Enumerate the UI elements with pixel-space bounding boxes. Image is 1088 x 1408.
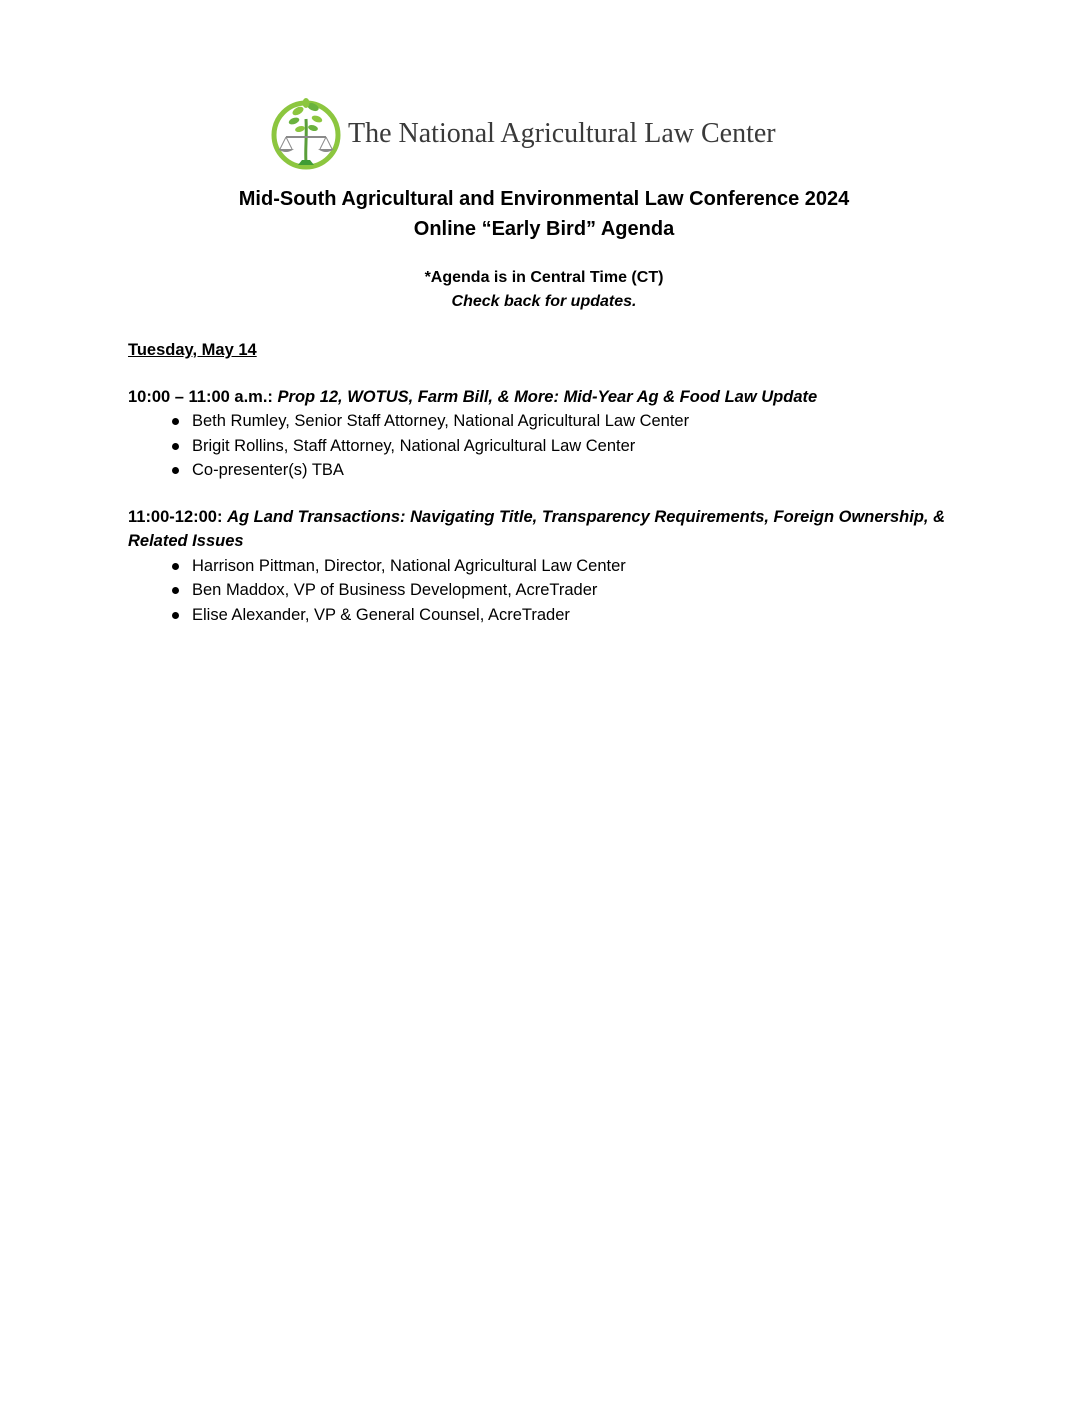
session-time: 10:00 – 11:00 a.m.: — [128, 387, 273, 406]
session-topic: Ag Land Transactions: Navigating Title, Transparency Requirements, Foreign Ownership, & Related Issues — [128, 507, 945, 550]
session — [128, 385, 968, 483]
bullet-icon — [172, 467, 179, 474]
speaker-text: Harrison Pittman, Director, National Agricultural Law Center — [192, 556, 626, 575]
speaker-item — [128, 458, 968, 483]
speaker-item — [128, 409, 968, 434]
bullet-icon — [172, 563, 179, 570]
bullet-icon — [172, 418, 179, 425]
agenda-content — [128, 338, 968, 649]
speaker-item — [128, 603, 968, 628]
updates-note: Check back for updates. — [451, 293, 637, 310]
speaker-text: Brigit Rollins, Staff Attorney, National Agricultural Law Center — [192, 436, 636, 455]
document-title — [0, 184, 1088, 244]
speaker-text: Co-presenter(s) TBA — [192, 461, 344, 479]
agenda-note — [0, 266, 1088, 314]
speaker-list — [128, 554, 968, 628]
speaker-item — [128, 434, 968, 459]
agenda-subtitle: Online “Early Bird” Agenda — [413, 218, 675, 240]
day-heading: Tuesday, May 14 — [128, 341, 257, 359]
session — [128, 505, 968, 628]
session-time: 11:00-12:00: — [128, 507, 223, 526]
speaker-text: Elise Alexander, VP & General Counsel, AcreTrader — [192, 605, 570, 624]
logo — [270, 97, 776, 171]
speaker-text: Ben Maddox, VP of Business Development, AcreTrader — [192, 581, 598, 599]
org-name: The National Agricultural Law Center — [348, 118, 776, 149]
scales-plant-logo-icon — [270, 97, 342, 171]
timezone-note: *Agenda is in Central Time (CT) — [424, 269, 664, 286]
session-title — [128, 385, 968, 410]
speaker-item — [128, 554, 968, 579]
conference-title: Mid-South Agricultural and Environmental Law Conference 2024 — [238, 188, 850, 210]
bullet-icon — [172, 587, 179, 594]
bullet-icon — [172, 443, 179, 450]
speaker-item — [128, 578, 968, 603]
speaker-text: Beth Rumley, Senior Staff Attorney, National Agricultural Law Center — [192, 412, 690, 430]
bullet-icon — [172, 612, 179, 619]
session-title — [128, 505, 968, 554]
session-topic: Prop 12, WOTUS, Farm Bill, & More: Mid-Year Ag & Food Law Update — [277, 387, 818, 406]
speaker-list — [128, 409, 968, 483]
